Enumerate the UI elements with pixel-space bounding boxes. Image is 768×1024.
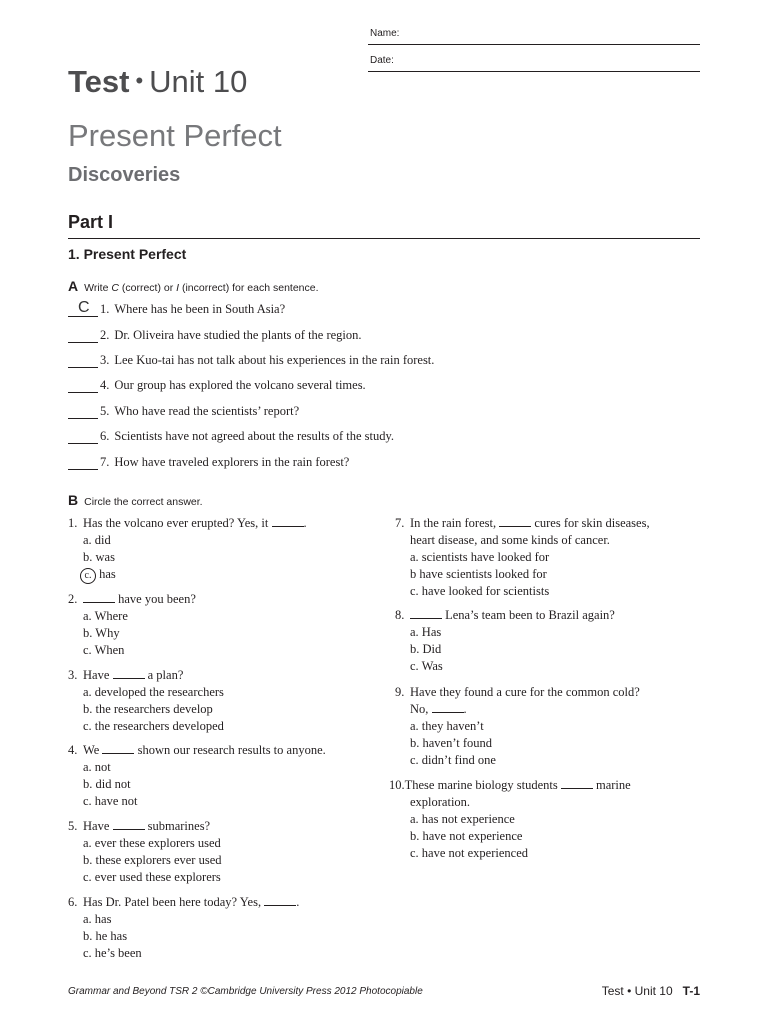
answer-blank[interactable] bbox=[68, 404, 98, 419]
question bbox=[68, 742, 326, 810]
part-b-letter: B bbox=[68, 492, 79, 508]
stem-text: Lena’s team been to Brazil again? bbox=[442, 608, 615, 622]
blank bbox=[410, 607, 442, 619]
question-stem bbox=[68, 818, 222, 835]
answer-option[interactable] bbox=[395, 641, 615, 658]
item-text: Where has he been in South Asia? bbox=[114, 302, 286, 316]
answer-option[interactable] bbox=[68, 701, 224, 718]
question-stem bbox=[68, 667, 224, 684]
answer-option[interactable] bbox=[68, 608, 196, 625]
section-title: 1. Present Perfect bbox=[68, 246, 187, 262]
item-number: 3. bbox=[100, 353, 110, 367]
option-text: c. the researchers developed bbox=[83, 719, 224, 733]
question-stem bbox=[395, 607, 615, 624]
blank bbox=[83, 591, 115, 603]
answer-option[interactable] bbox=[68, 928, 299, 945]
question-stem bbox=[395, 684, 640, 701]
question bbox=[68, 894, 299, 962]
answer-option[interactable] bbox=[395, 658, 615, 675]
question bbox=[395, 684, 640, 769]
question-stem bbox=[395, 515, 650, 532]
title-dot: • bbox=[135, 68, 144, 93]
page-number: T-1 bbox=[682, 984, 700, 998]
question-stem bbox=[68, 742, 326, 759]
option-text: b. have not experience bbox=[410, 829, 523, 843]
name-label: Name: bbox=[370, 28, 400, 39]
blank bbox=[499, 515, 531, 527]
question-number: 10. bbox=[389, 778, 405, 792]
subtitle: Present Perfect bbox=[68, 118, 282, 153]
stem-text: These marine biology students bbox=[404, 778, 561, 792]
answer-blank[interactable] bbox=[68, 429, 98, 444]
unit-label: Unit 10 bbox=[149, 64, 248, 99]
instr-text: (incorrect) for each sentence. bbox=[179, 282, 319, 294]
stem-text: Have they found a cure for the common cold? bbox=[410, 685, 640, 699]
question-number: 7. bbox=[395, 516, 405, 530]
option-text: a. developed the researchers bbox=[83, 685, 224, 699]
blank bbox=[113, 667, 145, 679]
option-text: b. he has bbox=[83, 929, 128, 943]
option-text: c. When bbox=[83, 643, 125, 657]
date-label: Date: bbox=[370, 55, 394, 66]
answer-option[interactable] bbox=[395, 735, 640, 752]
option-text: a. Where bbox=[83, 609, 128, 623]
answer-option[interactable] bbox=[395, 752, 640, 769]
stem-text: . bbox=[303, 516, 307, 530]
stem-text: In the rain forest, bbox=[410, 516, 500, 530]
stem-text: cures for skin diseases, bbox=[531, 516, 650, 530]
answer-option[interactable] bbox=[395, 583, 650, 600]
answer-option[interactable] bbox=[68, 718, 224, 735]
option-text: a. ever these explorers used bbox=[83, 836, 221, 850]
question-number: 3. bbox=[68, 668, 78, 682]
instr-text: Circle the correct answer. bbox=[84, 496, 203, 508]
question-number: 6. bbox=[68, 895, 78, 909]
option-text: a. scientists have looked for bbox=[410, 550, 550, 564]
option-text: a. not bbox=[83, 760, 111, 774]
answer-option[interactable] bbox=[395, 718, 640, 735]
answer-option[interactable] bbox=[68, 776, 326, 793]
handwritten-answer: C bbox=[78, 299, 90, 316]
answer-option[interactable] bbox=[68, 793, 326, 810]
answer-blank[interactable] bbox=[68, 328, 98, 343]
footer-unit: Test • Unit 10 bbox=[601, 984, 673, 998]
option-text: b. haven’t found bbox=[410, 736, 493, 750]
part-a-letter: A bbox=[68, 278, 79, 294]
option-text: b. Did bbox=[410, 642, 442, 656]
question-stem bbox=[389, 777, 631, 794]
blank bbox=[561, 777, 593, 789]
answer-blank[interactable] bbox=[68, 299, 98, 317]
question-number: 9. bbox=[395, 685, 405, 699]
footer-credit: Grammar and Beyond TSR 2 ©Cambridge University Press 2012 Photocopiable bbox=[68, 986, 423, 997]
item-text: Lee Kuo-tai has not talk about his experiences in the rain forest. bbox=[114, 353, 435, 367]
stem-text: . bbox=[296, 895, 300, 909]
question-number: 5. bbox=[68, 819, 78, 833]
option-text: a. Has bbox=[410, 625, 442, 639]
part-a-item bbox=[68, 378, 366, 393]
option-text: c. ever used these explorers bbox=[83, 870, 221, 884]
test-word: Test bbox=[68, 64, 130, 99]
option-text: a. has bbox=[83, 912, 112, 926]
item-number: 5. bbox=[100, 404, 110, 418]
item-text: Who have read the scientists’ report? bbox=[114, 404, 300, 418]
instr-text: (correct) or bbox=[118, 282, 177, 294]
option-text: c. Was bbox=[410, 659, 443, 673]
question bbox=[395, 607, 615, 675]
answer-option[interactable] bbox=[68, 911, 299, 928]
answer-option[interactable] bbox=[389, 811, 631, 828]
stem-text: . bbox=[463, 702, 467, 716]
question-number: 8. bbox=[395, 608, 405, 622]
answer-option[interactable] bbox=[68, 684, 224, 701]
instr-c: C bbox=[111, 282, 119, 294]
answer-option[interactable] bbox=[395, 566, 650, 583]
part-a-item bbox=[68, 404, 299, 419]
name-field[interactable] bbox=[368, 28, 700, 45]
item-text: Dr. Oliveira have studied the plants of the region. bbox=[114, 328, 362, 342]
option-text: b. these explorers ever used bbox=[83, 853, 222, 867]
option-text: b. was bbox=[83, 550, 115, 564]
part-heading: Part I bbox=[68, 212, 700, 239]
item-number: 7. bbox=[100, 455, 110, 469]
stem-text: We bbox=[83, 743, 103, 757]
option-text: a. did bbox=[83, 533, 111, 547]
item-text: How have traveled explorers in the rain forest? bbox=[114, 455, 350, 469]
stem-text: submarines? bbox=[144, 819, 211, 833]
answer-blank[interactable] bbox=[68, 353, 98, 368]
question bbox=[395, 515, 650, 600]
answer-option[interactable] bbox=[395, 624, 615, 641]
question-stem-line2 bbox=[395, 532, 650, 549]
question-stem-line2 bbox=[389, 794, 631, 811]
part-a-item bbox=[68, 429, 394, 444]
question bbox=[68, 818, 222, 886]
question bbox=[68, 667, 224, 735]
date-field[interactable] bbox=[368, 55, 700, 72]
item-number: 1. bbox=[100, 302, 110, 316]
page-title bbox=[68, 64, 247, 100]
option-text: c. didn’t find one bbox=[410, 753, 496, 767]
answer-option[interactable] bbox=[68, 642, 196, 659]
stem-text: marine bbox=[592, 778, 631, 792]
part-a-item bbox=[68, 353, 434, 368]
answer-option[interactable] bbox=[68, 566, 307, 584]
answer-option[interactable] bbox=[68, 945, 299, 962]
stem-text: have you been? bbox=[115, 592, 196, 606]
question-number: 1. bbox=[68, 516, 78, 530]
answer-option[interactable] bbox=[68, 759, 326, 776]
stem-text: Has Dr. Patel been here today? Yes, bbox=[83, 895, 265, 909]
blank bbox=[113, 818, 145, 830]
answer-option[interactable] bbox=[68, 835, 222, 852]
topic: Discoveries bbox=[68, 164, 181, 186]
instr-i: I bbox=[176, 282, 180, 294]
option-text: b. Why bbox=[83, 626, 120, 640]
option-text: b. the researchers develop bbox=[83, 702, 213, 716]
question bbox=[68, 591, 196, 659]
footer-page-info bbox=[602, 984, 700, 998]
answer-option[interactable] bbox=[68, 549, 307, 566]
question-stem bbox=[68, 591, 196, 608]
instr-text: Write bbox=[84, 282, 112, 294]
answer-option[interactable] bbox=[395, 549, 650, 566]
question bbox=[68, 515, 307, 584]
answer-option[interactable] bbox=[389, 828, 631, 845]
question-stem-line2 bbox=[395, 701, 640, 718]
stem-text: a plan? bbox=[144, 668, 184, 682]
stem-text: No, bbox=[410, 702, 432, 716]
option-text: c. have looked for scientists bbox=[410, 584, 550, 598]
answer-option[interactable] bbox=[68, 625, 196, 642]
item-number: 2. bbox=[100, 328, 110, 342]
blank bbox=[102, 742, 134, 754]
option-text: c. have not bbox=[83, 794, 138, 808]
part-a-instruction bbox=[68, 278, 319, 294]
question-number: 2. bbox=[68, 592, 78, 606]
stem-text: shown our research results to anyone. bbox=[134, 743, 326, 757]
stem-text: Have bbox=[83, 668, 113, 682]
part-a-item bbox=[68, 299, 286, 317]
option-text: a. has not experience bbox=[410, 812, 515, 826]
item-number: 4. bbox=[100, 378, 110, 392]
part-b-instruction bbox=[68, 492, 203, 508]
answer-option[interactable] bbox=[68, 852, 222, 869]
part-a-item bbox=[68, 328, 362, 343]
answer-blank[interactable] bbox=[68, 378, 98, 393]
answer-option[interactable] bbox=[389, 845, 631, 862]
question-stem bbox=[68, 894, 299, 911]
item-number: 6. bbox=[100, 429, 110, 443]
blank bbox=[264, 894, 296, 906]
answer-blank[interactable] bbox=[68, 455, 98, 470]
answer-option[interactable] bbox=[68, 532, 307, 549]
question bbox=[389, 777, 631, 862]
stem-text: exploration. bbox=[410, 795, 471, 809]
question-stem bbox=[68, 515, 307, 532]
option-text: b. did not bbox=[83, 777, 131, 791]
blank bbox=[272, 515, 304, 527]
blank bbox=[432, 701, 464, 713]
stem-text: Has the volcano ever erupted? Yes, it bbox=[83, 516, 272, 530]
item-text: Scientists have not agreed about the results of the study. bbox=[114, 429, 395, 443]
stem-text: heart disease, and some kinds of cancer. bbox=[410, 533, 610, 547]
stem-text: Have bbox=[83, 819, 113, 833]
question-number: 4. bbox=[68, 743, 78, 757]
option-text: a. they haven’t bbox=[410, 719, 484, 733]
circled-letter: c. bbox=[80, 568, 96, 584]
option-text: has bbox=[96, 567, 116, 581]
item-text: Our group has explored the volcano several times. bbox=[114, 378, 366, 392]
answer-option[interactable] bbox=[68, 869, 222, 886]
part-a-item bbox=[68, 455, 349, 470]
option-text: c. he’s been bbox=[83, 946, 142, 960]
option-text: b have scientists looked for bbox=[410, 567, 547, 581]
option-text: c. have not experienced bbox=[410, 846, 528, 860]
